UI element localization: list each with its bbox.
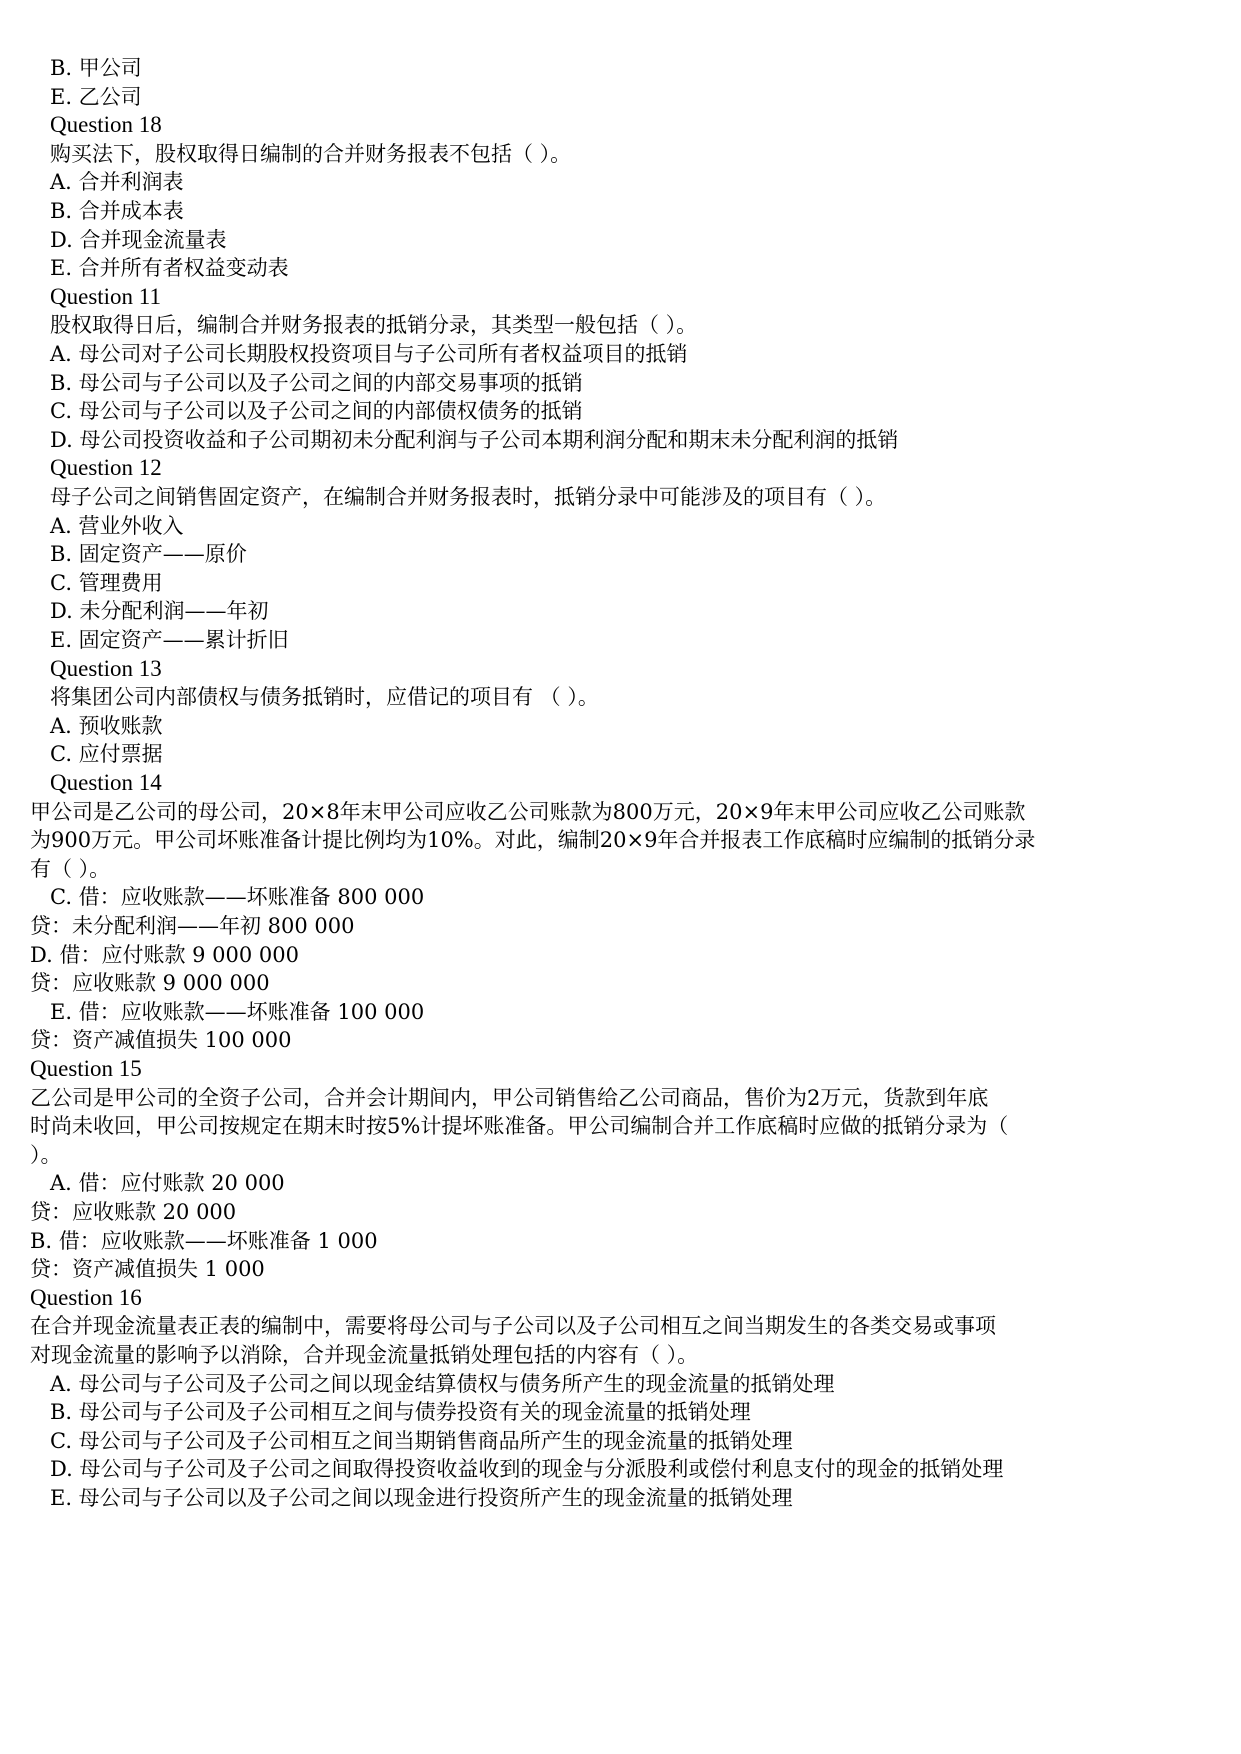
- answer-option: D. 借：应付账款 9 000 000: [30, 942, 299, 967]
- answer-option: 贷：未分配利润——年初 800 000: [30, 914, 355, 938]
- question-text: 为900万元。甲公司坏账准备计提比例均为10%。对此，编制20×9年合并报表工作底稿时应编制的抵销分录: [30, 828, 1036, 853]
- answer-option: 贷：应收账款 9 000 000: [30, 971, 270, 996]
- question-heading: Question 18: [50, 112, 162, 138]
- question-text: 对现金流量的影响予以消除，合并现金流量抵销处理包括的内容有（ ）。: [30, 1343, 699, 1367]
- answer-option: C. 母公司与子公司以及子公司之间的内部债权债务的抵销: [50, 399, 583, 424]
- answer-option: 贷：应收账款 20 000: [30, 1200, 237, 1224]
- question-text: ）。: [30, 1142, 62, 1167]
- question-heading: Question 11: [50, 283, 161, 309]
- answer-option: A. 预收账款: [50, 713, 163, 738]
- answer-option: 贷：资产减值损失 100 000: [30, 1028, 292, 1053]
- answer-option: A. 借：应付账款 20 000: [50, 1171, 285, 1196]
- answer-option: C. 管理费用: [50, 570, 163, 595]
- answer-option: A. 母公司对子公司长期股权投资项目与子公司所有者权益项目的抵销: [50, 342, 688, 366]
- answer-option: D. 母公司投资收益和子公司期初未分配利润与子公司本期利润分配和期末未分配利润的抵销: [50, 427, 899, 452]
- answer-option: B. 合并成本表: [50, 199, 184, 223]
- answer-option: E. 固定资产——累计折旧: [50, 628, 289, 652]
- answer-option: C. 应付票据: [50, 742, 163, 767]
- answer-option: E. 母公司与子公司以及子公司之间以现金进行投资所产生的现金流量的抵销处理: [50, 1486, 793, 1510]
- answer-option: E. 合并所有者权益变动表: [50, 256, 289, 281]
- answer-option: E. 借：应收账款——坏账准备 100 000: [50, 999, 425, 1024]
- answer-option: D. 合并现金流量表: [50, 227, 227, 252]
- question-text: 母子公司之间销售固定资产，在编制合并财务报表时，抵销分录中可能涉及的项目有（ ）。: [50, 485, 887, 509]
- question-text: 乙公司是甲公司的全资子公司，合并会计期间内，甲公司销售给乙公司商品，售价为2万元，货款到年底: [30, 1085, 989, 1110]
- answer-option: B. 甲公司: [50, 56, 142, 80]
- answer-option: A. 合并利润表: [50, 170, 184, 195]
- question-text: 在合并现金流量表正表的编制中，需要将母公司与子公司以及子公司相互之间当期发生的各类交易或事项: [30, 1314, 996, 1339]
- question-text: 甲公司是乙公司的母公司，20×8年末甲公司应收乙公司账款为800万元，20×9年末甲公司应收乙公司账款: [30, 799, 1026, 824]
- answer-option: C. 借：应收账款——坏账准备 800 000: [50, 885, 425, 910]
- answer-option: B. 固定资产——原价: [50, 542, 247, 567]
- question-heading: Question 12: [50, 455, 162, 481]
- question-heading: Question 15: [30, 1056, 142, 1081]
- question-text: 购买法下，股权取得日编制的合并财务报表不包括（ ）。: [50, 141, 572, 166]
- question-heading: Question 13: [50, 655, 162, 681]
- question-text: 将集团公司内部债权与债务抵销时，应借记的项目有 （ ）。: [50, 685, 599, 710]
- answer-option: A. 营业外收入: [50, 513, 184, 538]
- question-heading: Question 14: [50, 770, 162, 795]
- question-text: 有（ ）。: [30, 856, 111, 881]
- answer-option: E. 乙公司: [50, 84, 142, 109]
- question-text: 股权取得日后，编制合并财务报表的抵销分录，其类型一般包括（ ）。: [50, 313, 698, 338]
- question-heading: Question 16: [30, 1284, 142, 1310]
- answer-option: B. 母公司与子公司以及子公司之间的内部交易事项的抵销: [50, 370, 583, 395]
- answer-option: D. 未分配利润——年初: [50, 599, 269, 624]
- answer-option: C. 母公司与子公司及子公司相互之间当期销售商品所产生的现金流量的抵销处理: [50, 1428, 793, 1453]
- answer-option: A. 母公司与子公司及子公司之间以现金结算债权与债务所产生的现金流量的抵销处理: [50, 1371, 835, 1396]
- answer-option: B. 母公司与子公司及子公司相互之间与债券投资有关的现金流量的抵销处理: [50, 1400, 751, 1425]
- answer-option: D. 母公司与子公司及子公司之间取得投资收益收到的现金与分派股利或偿付利息支付的现金的抵销处理: [50, 1457, 1004, 1482]
- question-text: 时尚未收回，甲公司按规定在期末时按5%计提坏账准备。甲公司编制合并工作底稿时应做的抵销分录为（: [30, 1114, 1009, 1139]
- answer-option: 贷：资产减值损失 1 000: [30, 1257, 265, 1282]
- answer-option: B. 借：应收账款——坏账准备 1 000: [30, 1228, 378, 1253]
